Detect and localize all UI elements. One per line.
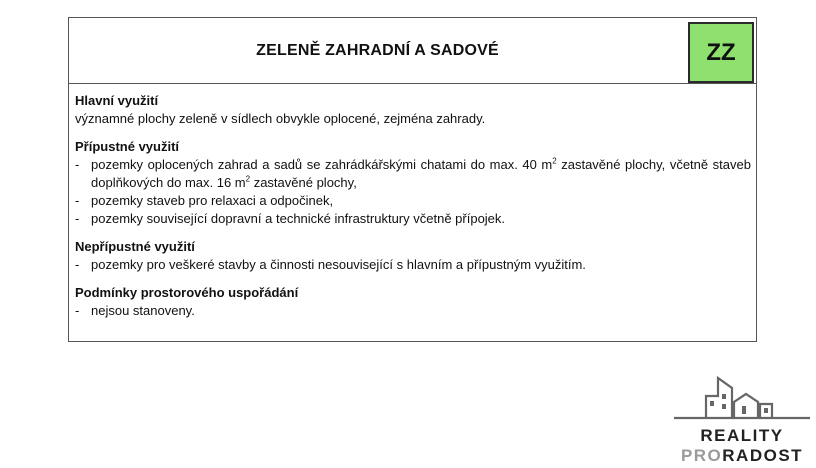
permitted-use-list xyxy=(75,156,751,228)
section-title-prohibited-use: Nepřípustné využití xyxy=(75,239,195,254)
zone-title: ZELENĚ ZAHRADNÍ A SADOVÉ xyxy=(256,42,499,59)
spatial-conditions-list xyxy=(75,302,751,320)
zone-code-badge: ZZ xyxy=(688,22,754,83)
list-item: - pozemky související dopravní a technické infrastruktury včetně přípojek. xyxy=(75,211,506,226)
skyline-icon xyxy=(672,374,812,424)
card-header xyxy=(69,18,756,84)
section-title-main-use: Hlavní využití xyxy=(75,93,159,108)
list-item: - nejsou stanoveny. xyxy=(75,303,195,318)
section-title-spatial-conditions: Podmínky prostorového uspořádání xyxy=(75,285,299,300)
list-item: - pozemky pro veškeré stavby a činnosti nesouvisející s hlavním a přípustným využitím. xyxy=(75,257,586,272)
zoning-card xyxy=(68,17,757,342)
brand-logo xyxy=(672,374,812,466)
section-title-permitted-use: Přípustné využití xyxy=(75,139,180,154)
list-item: - pozemky oplocených zahrad a sadů se zahrádkářskými chatami do max. 40 $m^2$ zastavěné plochy, včetně staveb doplňkových do max. 16 $m^2$ zastavěné plochy, xyxy=(75,156,751,190)
card-body xyxy=(75,92,751,320)
logo-text-reality: REALITY xyxy=(700,426,784,445)
list-item: - pozemky staveb pro relaxaci a odpočinek, xyxy=(75,193,334,208)
main-use-text: významné plochy zeleně v sídlech obvykle oplocené, zejména zahrady. xyxy=(75,111,486,126)
logo-text-proradost: PRORADOST xyxy=(680,446,804,465)
prohibited-use-list xyxy=(75,256,751,274)
